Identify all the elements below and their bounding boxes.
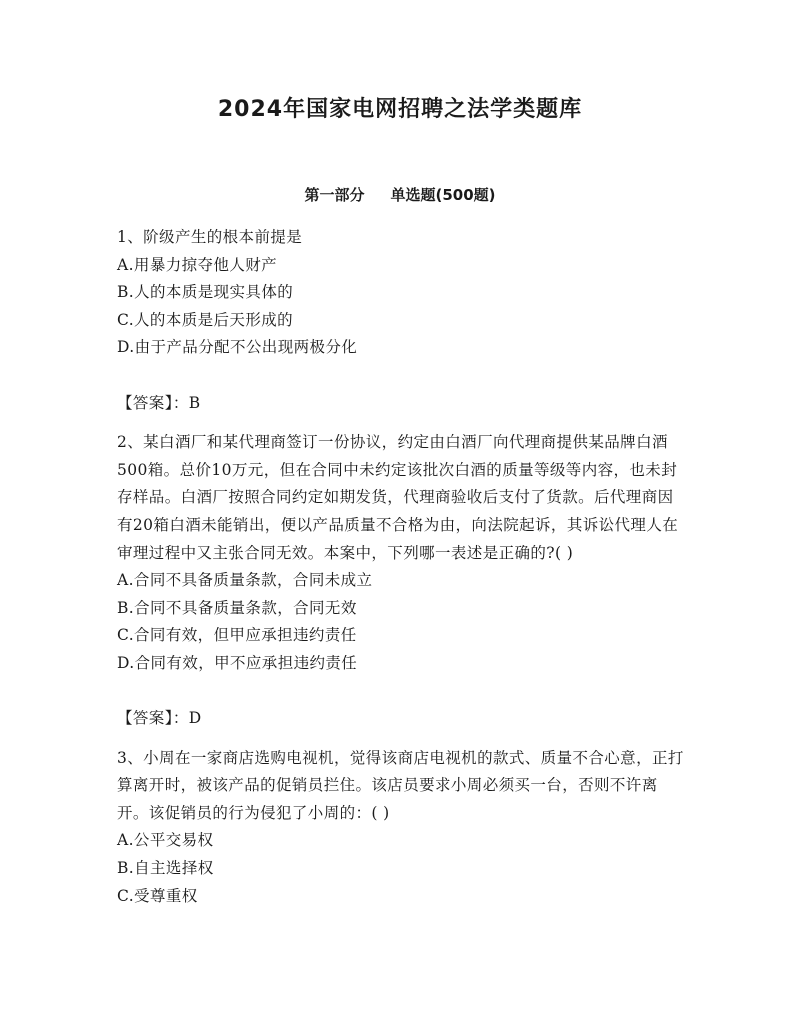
option-a: A.用暴力掠夺他人财产 [117, 255, 278, 274]
answer-line [117, 390, 687, 418]
question-stem: 2、某白酒厂和某代理商签订一份协议，约定由白酒厂向代理商提供某品牌白酒500箱。总价10万元，但在合同中未约定该批次白酒的质量等级等内容，也未封存样品。白酒厂按照合同约定如期发货，代理商验收后支付了货款。后代理商因有20箱白酒未能销出，便以产品质量不合格为由，向法院起诉，其诉讼代理人在审理过程中又主张合同无效。本案中，下列哪一表述是正确的?( ) [117, 433, 679, 562]
option-d: D.由于产品分配不公出现两极分化 [117, 338, 358, 357]
option-b: B.人的本质是现实具体的 [117, 283, 294, 302]
option-list [117, 567, 687, 677]
question-1 [117, 224, 687, 417]
answer-value: B [188, 393, 201, 412]
option-a: A.合同不具备质量条款，合同未成立 [117, 571, 373, 590]
section-heading [0, 184, 800, 205]
option-list [117, 252, 687, 362]
option-c: C.受尊重权 [117, 886, 198, 905]
question-list [117, 224, 687, 910]
option-a: A.公平交易权 [117, 831, 214, 850]
option-b: B.自主选择权 [117, 859, 214, 878]
answer-line [117, 705, 687, 733]
option-c: C.合同有效，但甲应承担违约责任 [117, 626, 357, 645]
option-c: C.人的本质是后天形成的 [117, 310, 294, 329]
section-name: 单选题(500题) [390, 186, 496, 204]
document-title: 2024年国家电网招聘之法学类题库 [217, 97, 583, 122]
option-b: B.合同不具备质量条款，合同无效 [117, 598, 357, 617]
section-part: 第一部分 [304, 186, 365, 204]
question-2 [117, 429, 687, 733]
option-list [117, 827, 687, 910]
question-stem: 1、阶级产生的根本前提是 [117, 228, 303, 246]
answer-label: 【答案】： [117, 393, 189, 412]
answer-label: 【答案】： [117, 709, 189, 728]
option-d: D.合同有效，甲不应承担违约责任 [117, 653, 358, 672]
answer-value: D [188, 709, 202, 728]
question-stem: 3、小周在一家商店选购电视机，觉得该商店电视机的款式、质量不合心意，正打算离开时，被该产品的促销员拦住。该店员要求小周必须买一台，否则不许离开。该促销员的行为侵犯了小周的：( ) [117, 748, 684, 822]
question-3 [117, 745, 687, 911]
